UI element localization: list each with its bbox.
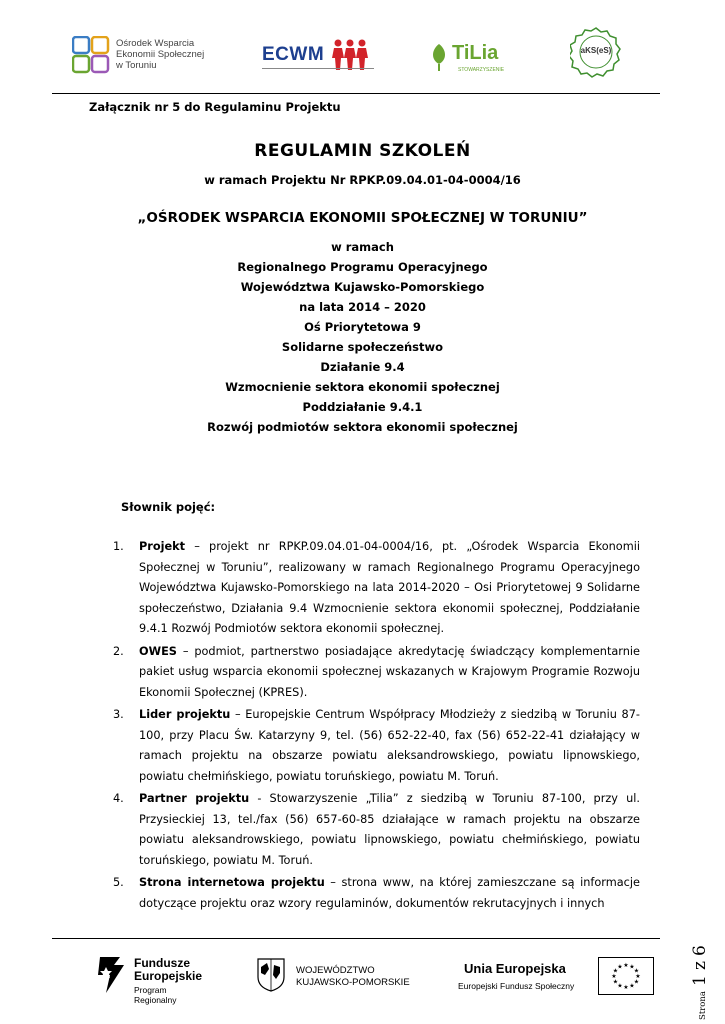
program-line: Regionalnego Programu Operacyjnego	[237, 260, 488, 274]
svg-text:★: ★	[633, 978, 640, 986]
footer-divider	[52, 938, 660, 939]
glossary-definition: – projekt nr RPKP.09.04.01-04-0004/16, pt. „Ośrodek Wsparcia Ekonomii Społecznej w Toruniu”, realizowany w ramach Regionalnego Programu Operacyjnego Województwa Kujawsko-Pomorskiego na lata 2014-2020 – Osi Priorytetowej 9 Solidarne społeczeństwo, Działania 9.4 Wzmocnienie sektora ekonomii społecznej, Poddziałanie 9.4.1 Rozwój Podmiotów sektora ekonomii społecznej.	[139, 540, 640, 635]
ecwm-underline	[262, 68, 374, 69]
list-item	[113, 537, 640, 640]
unia-europejska-logo	[458, 957, 658, 997]
woj-logo-line: KUJAWSKO-POMORSKIE	[296, 977, 410, 988]
program-line: Rozwój podmiotów sektora ekonomii społecznej	[207, 420, 518, 434]
program-line: Solidarne społeczeństwo	[281, 340, 444, 354]
list-item-number: 4.	[113, 792, 124, 805]
footer-logos	[0, 945, 725, 1015]
list-item	[113, 705, 640, 787]
eu-logo-title: Unia Europejska	[464, 961, 566, 976]
tilia-logo-text: TiLia	[452, 42, 499, 64]
glossary-term: Strona internetowa projektu	[139, 876, 325, 889]
page-indicator-prefix: Strona	[698, 991, 708, 1020]
akses-seal-text: aKS(eS)	[580, 46, 612, 55]
owes-squares-icon	[72, 36, 110, 74]
owes-logo-line: Ośrodek Wsparcia	[116, 38, 195, 49]
ecwm-logo-text: ECWM	[262, 44, 325, 65]
glossary-heading: Słownik pojęć:	[121, 500, 216, 514]
coat-of-arms-icon	[256, 957, 286, 993]
tilia-logo	[428, 42, 513, 78]
page-separator: z	[690, 961, 710, 971]
project-name: „OŚRODEK WSPARCIA EKONOMII SPOŁECZNEJ W TORUNIU”	[137, 210, 588, 226]
list-item-number: 5.	[113, 876, 124, 889]
glossary-definition: - Stowarzyszenie „Tilia” z siedzibą w Toruniu 87-100, przy ul. Przysieckiej 13, tel./fax (56) 657-60-85 działające w ramach projektu na obszarze powiatu aleksandrowskiego, powiatu lipnowskiego, powiatu chełmińskiego, powiatu toruńskiego, powiatu M. Toruń.	[139, 792, 640, 867]
list-item-number: 2.	[113, 644, 124, 658]
document-subtitle: w ramach Projektu Nr RPKP.09.04.01-04-0004/16	[204, 173, 521, 187]
fe-logo-line: Europejskie	[134, 969, 203, 983]
svg-text:★: ★	[633, 967, 640, 975]
eu-logo-subtitle: Europejski Fundusz Społeczny	[458, 981, 575, 991]
program-line: na lata 2014 – 2020	[299, 300, 426, 314]
program-line: Działanie 9.4	[320, 360, 405, 374]
svg-text:★: ★	[617, 982, 623, 990]
svg-text:★: ★	[629, 982, 635, 990]
list-item	[113, 873, 640, 914]
eu-flag-icon	[598, 957, 654, 995]
glossary-term: Partner projektu	[139, 792, 250, 805]
akses-seal	[570, 26, 622, 78]
owes-logo	[72, 36, 222, 76]
glossary-list	[113, 537, 640, 916]
owes-logo-line: Ekonomii Społecznej	[116, 49, 205, 60]
header-divider	[52, 93, 660, 94]
svg-text:★: ★	[612, 978, 619, 986]
glossary-term: Lider projektu	[139, 708, 231, 721]
program-line: Poddziałanie 9.4.1	[302, 400, 423, 414]
attachment-note: Załącznik nr 5 do Regulaminu Projektu	[89, 100, 341, 114]
glossary-definition: – podmiot, partnerstwo posiadające akredytację świadczący komplementarnie pakiet usług wsparcia ekonomii społecznej wskazanych w Krajowym Programie Rozwoju Ekonomii Społecznej (KPRES).	[139, 644, 640, 699]
list-item-number: 3.	[113, 708, 124, 721]
fe-star-icon	[96, 955, 128, 995]
ecwm-people-icon	[332, 38, 374, 72]
owes-logo-line: w Toruniu	[116, 60, 157, 71]
svg-text:★: ★	[629, 963, 635, 971]
svg-text:★: ★	[617, 963, 623, 971]
ecwm-logo	[262, 38, 374, 78]
tilia-logo-subtitle: STOWARZYSZENIE	[458, 67, 505, 73]
glossary-term: Projekt	[139, 540, 186, 553]
svg-text:★: ★	[612, 967, 619, 975]
leaf-icon	[428, 42, 450, 72]
program-line: Województwa Kujawsko-Pomorskiego	[240, 280, 485, 294]
program-line: w ramach	[331, 240, 394, 254]
list-item-number: 1.	[113, 540, 124, 553]
page-current: 1	[690, 975, 710, 986]
page-total: 6	[690, 945, 710, 956]
woj-logo-line: WOJEWÓDZTWO	[296, 965, 375, 976]
glossary-definition: – strona www, na której zamieszczane są informacje dotyczące projektu oraz wzory regulaminów, dokumentów rekrutacyjnych i innych	[139, 876, 640, 910]
page-indicator	[690, 922, 716, 1020]
header-logos	[0, 20, 725, 90]
svg-text:★: ★	[623, 962, 629, 969]
program-line: Wzmocnienie sektora ekonomii społecznej	[225, 380, 500, 394]
fe-logo-subline: Program Regionalny	[134, 985, 177, 1005]
document-title: REGULAMIN SZKOLEŃ	[254, 141, 471, 161]
list-item	[113, 642, 640, 704]
program-line: Oś Priorytetowa 9	[304, 320, 421, 334]
list-item	[113, 789, 640, 871]
svg-text:★: ★	[623, 984, 629, 991]
glossary-definition: – Europejskie Centrum Współpracy Młodzieży z siedzibą w Toruniu 87-100, przy Placu Św. Katarzyny 9, tel. (56) 652-22-40, fax (56) 652-22-41 działający w ramach projektu na obszarze powiatu aleksandrowskiego, powiatu lipnowskiego, powiatu chełmińskiego, powiatu toruńskiego, powiatu M. Toruń.	[139, 708, 640, 783]
wojewodztwo-logo	[256, 957, 416, 997]
fundusze-europejskie-logo	[96, 951, 206, 1005]
fe-logo-line: Fundusze	[134, 956, 190, 970]
glossary-term: OWES	[139, 644, 177, 658]
svg-text:★: ★	[635, 973, 641, 980]
svg-text:★: ★	[611, 973, 617, 980]
